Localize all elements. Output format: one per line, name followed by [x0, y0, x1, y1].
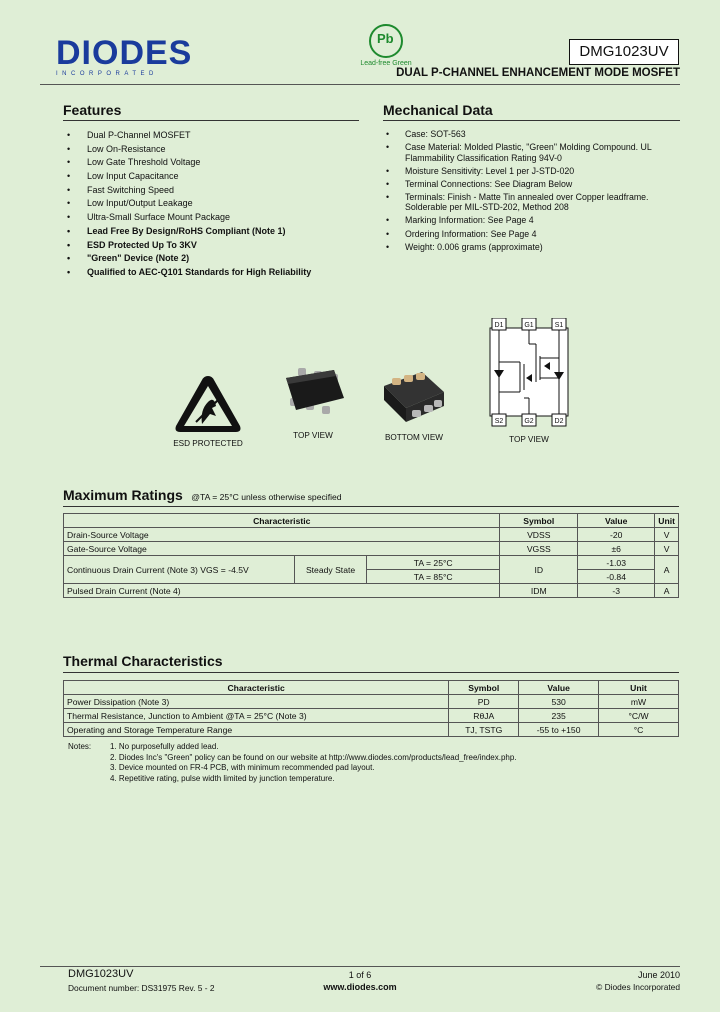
feature-item: • Low Gate Threshold Voltage	[63, 156, 359, 170]
col-unit: Unit	[599, 681, 679, 695]
col-symbol: Symbol	[449, 681, 519, 695]
row-value: 235	[519, 709, 599, 723]
row-value-2: -0.84	[578, 570, 655, 584]
table-row	[64, 584, 679, 598]
feature-item: • Fast Switching Speed	[63, 184, 359, 198]
table-row	[64, 695, 679, 709]
pin-schematic-diagram	[484, 318, 574, 430]
logo-subtext: INCORPORATED	[56, 71, 158, 77]
col-value: Value	[578, 514, 655, 528]
mechanical-item: • Weight: 0.006 grams (approximate)	[383, 242, 680, 253]
pin-label-bottom-2: G2	[524, 418, 534, 425]
row-char: Drain-Source Voltage	[64, 528, 500, 542]
note-item: 3. Device mounted on FR-4 PCB, with minimum recommended pad layout.	[110, 763, 375, 772]
notes-list	[110, 742, 680, 784]
thermal-table	[63, 680, 679, 737]
row-value: -20	[578, 528, 655, 542]
feature-item: • Low Input/Output Leakage	[63, 197, 359, 211]
footer-part: DMG1023UV	[68, 968, 134, 980]
header-divider	[40, 84, 680, 85]
mechanical-item: • Terminals: Finish - Matte Tin annealed over Copper leadframe. Solderable per MIL-STD-202, Method 208	[383, 192, 680, 213]
row-temp-1: TA = 25°C	[366, 556, 500, 570]
footer-doc-number: Document number: DS31975 Rev. 5 - 2	[68, 983, 215, 993]
row-value-1: -1.03	[578, 556, 655, 570]
feature-item: • ESD Protected Up To 3KV	[63, 239, 359, 253]
bottom-view-caption: BOTTOM VIEW	[384, 433, 444, 442]
mechanical-list	[383, 129, 680, 252]
pin-label-top-1: D1	[494, 322, 504, 329]
feature-item: • Ultra-Small Surface Mount Package	[63, 211, 359, 225]
note-item: 2. Diodes Inc's "Green" policy can be found on our website at http://www.diodes.com/products/lead_free/index.php.	[110, 752, 517, 762]
row-unit: V	[655, 528, 679, 542]
logo-text: DIODES	[56, 34, 193, 72]
table-header-row	[64, 681, 679, 695]
top-view-caption: TOP VIEW	[293, 431, 333, 440]
row-value: -55 to +150	[519, 723, 599, 737]
notes-label: Notes:	[68, 742, 92, 751]
part-number-box: DMG1023UV	[569, 39, 679, 65]
lead-free-badge	[350, 24, 422, 68]
package-top-view-image	[278, 362, 348, 426]
mechanical-section	[383, 102, 680, 255]
pin-label-bottom-3: D2	[554, 418, 564, 425]
row-char: Thermal Resistance, Junction to Ambient @TA = 25°C (Note 3)	[64, 709, 449, 723]
schematic-figure	[484, 318, 574, 444]
row-unit: V	[655, 542, 679, 556]
table-row	[64, 528, 679, 542]
footer-date: June 2010	[637, 970, 680, 980]
row-unit: A	[655, 556, 679, 584]
row-symbol: ID	[500, 556, 578, 584]
row-unit: °C/W	[599, 709, 679, 723]
feature-item: • Lead Free By Design/RoHS Compliant (Note 1)	[63, 225, 359, 239]
max-ratings-table	[63, 513, 679, 598]
table-row	[64, 723, 679, 737]
col-characteristic: Characteristic	[64, 681, 449, 695]
col-unit: Unit	[655, 514, 679, 528]
max-ratings-heading	[63, 487, 679, 507]
footer-page: 1 of 6	[348, 970, 372, 980]
row-symbol: VGSS	[500, 542, 578, 556]
row-symbol: PD	[449, 695, 519, 709]
thermal-title: Thermal Characteristics	[63, 653, 223, 669]
note-item: 1. No purposefully added lead.	[110, 742, 219, 751]
lead-free-label: Lead-free Green	[360, 60, 412, 67]
mechanical-item: • Moisture Sensitivity: Level 1 per J-STD-020	[383, 166, 680, 177]
feature-item: • Low Input Capacitance	[63, 170, 359, 184]
diodes-logo	[56, 36, 206, 86]
feature-item: • "Green" Device (Note 2)	[63, 252, 359, 266]
pin-label-bottom-1: S2	[494, 418, 504, 425]
row-value: -3	[578, 584, 655, 598]
row-value: ±6	[578, 542, 655, 556]
row-unit: °C	[599, 723, 679, 737]
table-row	[64, 542, 679, 556]
row-symbol: IDM	[500, 584, 578, 598]
features-title: Features	[63, 102, 359, 121]
row-char: Gate-Source Voltage	[64, 542, 500, 556]
mechanical-item: • Marking Information: See Page 4	[383, 215, 680, 226]
row-char: Operating and Storage Temperature Range	[64, 723, 449, 737]
row-char: Pulsed Drain Current (Note 4)	[64, 584, 500, 598]
note-item: 4. Repetitive rating, pulse width limited by junction temperature.	[110, 773, 335, 783]
table-row	[64, 556, 679, 570]
mechanical-item: • Terminal Connections: See Diagram Below	[383, 179, 680, 190]
page-subtitle: DUAL P-CHANNEL ENHANCEMENT MODE MOSFET	[396, 67, 680, 79]
row-char: Power Dissipation (Note 3)	[64, 695, 449, 709]
thermal-heading	[63, 653, 679, 673]
row-temp-2: TA = 85°C	[366, 570, 500, 584]
row-symbol: RθJA	[449, 709, 519, 723]
row-unit: mW	[599, 695, 679, 709]
schematic-caption: TOP VIEW	[509, 435, 549, 444]
footer-website-link[interactable]: www.diodes.com	[323, 982, 397, 992]
features-section	[63, 102, 359, 280]
features-list	[63, 129, 359, 280]
mechanical-item: • Case: SOT-563	[383, 129, 680, 140]
feature-item: • Dual P-Channel MOSFET	[63, 129, 359, 143]
table-row	[64, 709, 679, 723]
row-value: 530	[519, 695, 599, 709]
max-ratings-condition: @TA = 25°C unless otherwise specified	[191, 492, 342, 502]
footer-divider	[40, 966, 680, 967]
col-symbol: Symbol	[500, 514, 578, 528]
esd-caption: ESD PROTECTED	[173, 439, 243, 448]
package-bottom-view-image	[378, 366, 450, 428]
feature-item: • Low On-Resistance	[63, 143, 359, 157]
row-symbol: TJ, TSTG	[449, 723, 519, 737]
row-char: Continuous Drain Current (Note 3) VGS = -4.5V	[64, 556, 295, 584]
top-view-figure	[278, 362, 348, 440]
row-state: Steady State	[295, 556, 367, 584]
bottom-view-figure	[378, 366, 450, 442]
mechanical-title: Mechanical Data	[383, 102, 680, 121]
row-unit: A	[655, 584, 679, 598]
pin-label-top-3: S1	[554, 322, 564, 329]
col-characteristic: Characteristic	[64, 514, 500, 528]
lead-free-icon: Pb	[369, 24, 403, 58]
max-ratings-title: Maximum Ratings	[63, 487, 183, 503]
table-header-row	[64, 514, 679, 528]
footer-copyright: © Diodes Incorporated	[596, 982, 680, 992]
esd-figure	[172, 372, 244, 448]
mechanical-item: • Ordering Information: See Page 4	[383, 229, 680, 240]
mechanical-item: • Case Material: Molded Plastic, "Green" Molding Compound. UL Flammability Classification Rating 94V-0	[383, 142, 680, 163]
row-symbol: VDSS	[500, 528, 578, 542]
pin-label-top-2: G1	[524, 322, 534, 329]
col-value: Value	[519, 681, 599, 695]
feature-item: • Qualified to AEC-Q101 Standards for High Reliability	[63, 266, 359, 280]
esd-warning-icon	[172, 372, 244, 434]
